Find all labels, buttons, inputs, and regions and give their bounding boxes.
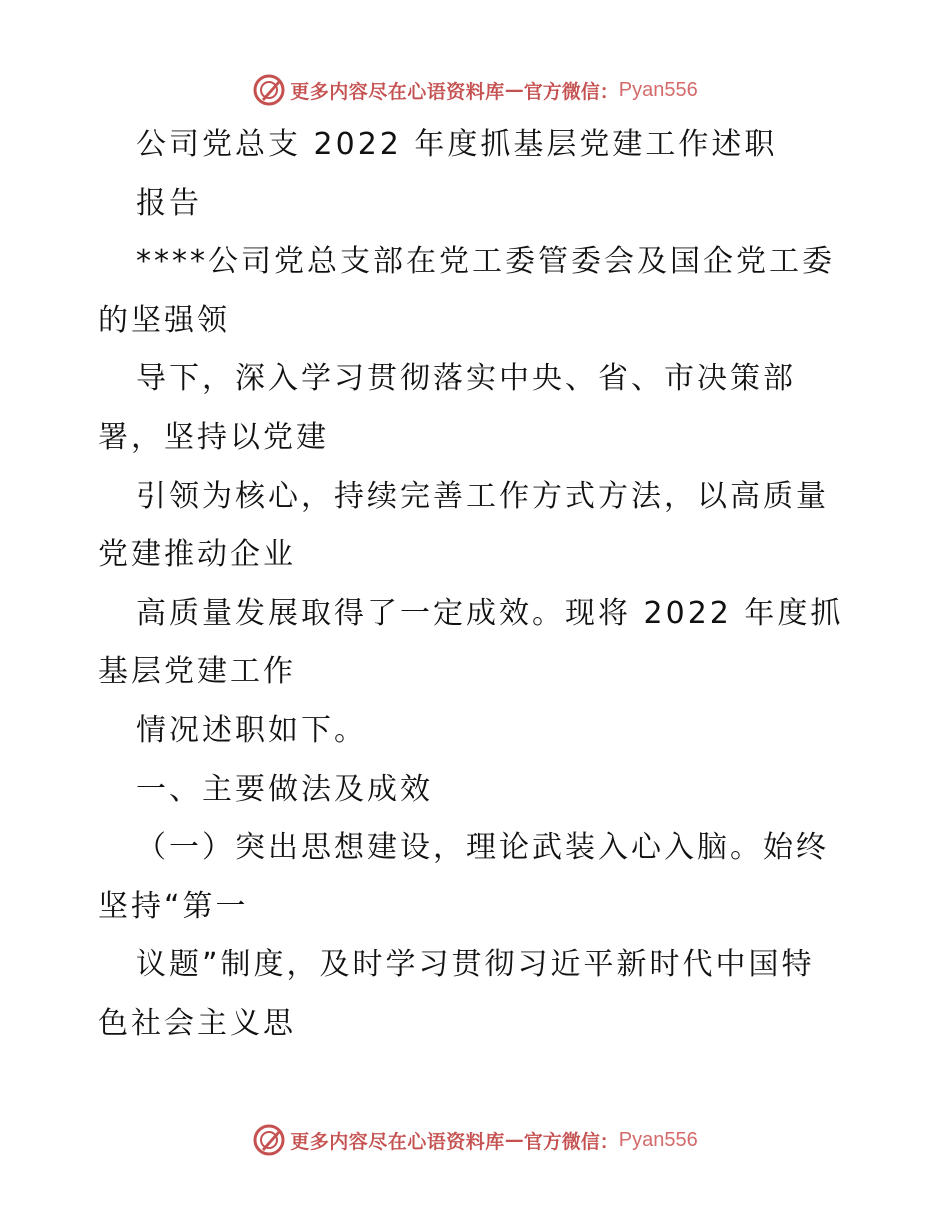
- watermark-dash: —: [504, 1129, 524, 1151]
- doc-line: 报告: [136, 185, 202, 221]
- doc-line: ****公司党总支部在党工委管委会及国企党工委: [136, 244, 835, 280]
- doc-line: 党建推动企业: [98, 537, 296, 573]
- doc-line: 坚持“第一: [98, 888, 249, 924]
- doc-line: （一）突出思想建设，理论武装入心入脑。始终: [136, 830, 829, 866]
- document-body: [98, 116, 858, 1054]
- doc-line: 高质量发展取得了一定成效。现将 2022 年度抓: [136, 595, 844, 631]
- doc-line: 议题”制度，及时学习贯彻习近平新时代中国特: [136, 947, 815, 983]
- doc-line: 的坚强领: [98, 302, 230, 338]
- doc-line: 基层党建工作: [98, 654, 296, 690]
- watermark-wechat-label: 官方微信：: [523, 1130, 619, 1153]
- watermark-site-text: 更多内容尽在心语资料库: [290, 80, 505, 103]
- doc-line: 公司党总支 2022 年度抓基层党建工作述职: [136, 127, 778, 162]
- doc-line: 署，坚持以党建: [98, 419, 329, 455]
- watermark-wechat-id: Pyan556: [618, 78, 698, 101]
- watermark-wechat-label: 官方微信：: [523, 80, 619, 103]
- doc-line: 导下，深入学习贯彻落实中央、省、市决策部: [136, 361, 796, 397]
- pen-circle-icon: [252, 1123, 286, 1157]
- doc-line: 情况述职如下。: [136, 712, 367, 748]
- pen-circle-icon: [252, 73, 286, 107]
- doc-line: 色社会主义思: [98, 1005, 296, 1041]
- watermark-banner-bottom: [0, 1120, 950, 1160]
- doc-line: 一、主要做法及成效: [136, 771, 433, 807]
- watermark-wechat-id: Pyan556: [618, 1128, 698, 1151]
- doc-line: 引领为核心，持续完善工作方式方法，以高质量: [136, 478, 829, 514]
- watermark-dash: —: [504, 79, 524, 101]
- watermark-site-text: 更多内容尽在心语资料库: [290, 1130, 505, 1153]
- watermark-banner-top: [0, 70, 950, 110]
